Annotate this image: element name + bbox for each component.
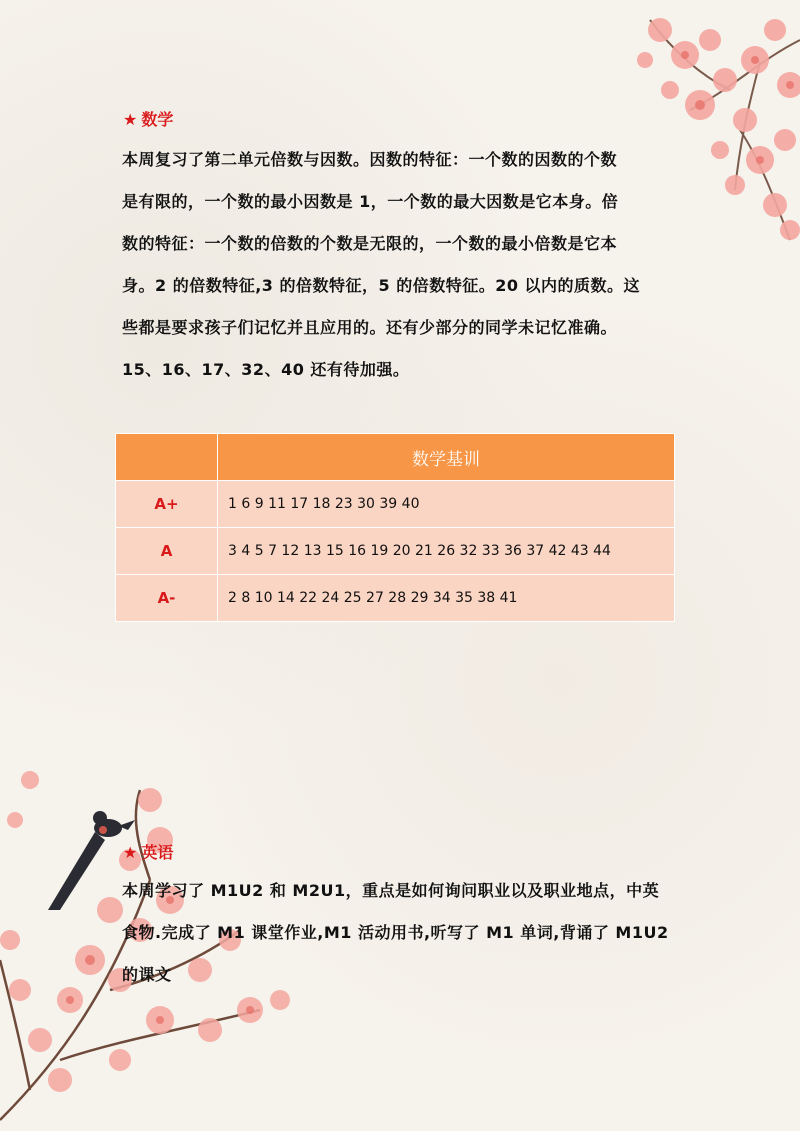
english-paragraph <box>122 870 692 996</box>
english-line: 的课文 <box>122 965 172 984</box>
student-numbers: 3 4 5 7 12 13 15 16 19 20 21 26 32 33 36 37 42 43 44 <box>218 528 675 575</box>
english-section-title: ★ 英语 <box>123 843 174 862</box>
star-icon: ★ <box>123 843 138 862</box>
math-grades-table <box>115 433 675 622</box>
table-header-row <box>116 434 675 481</box>
english-line: 本周学习了 M1U2 和 M2U1，重点是如何询问职业以及职业地点，中英 <box>122 881 660 900</box>
header-empty-cell <box>116 434 218 481</box>
grade-label: A- <box>116 575 218 622</box>
table-row <box>116 481 675 528</box>
math-paragraph <box>122 139 692 391</box>
table-row <box>116 528 675 575</box>
star-icon: ★ <box>123 110 138 129</box>
math-line: 本周复习了第二单元倍数与因数。因数的特征：一个数的因数的个数 <box>122 150 618 169</box>
grade-label: A+ <box>116 481 218 528</box>
english-line: 食物.完成了 M1 课堂作业,M1 活动用书,听写了 M1 单词,背诵了 M1U2 <box>122 923 669 942</box>
math-line: 些都是要求孩子们记忆并且应用的。还有少部分的同学未记忆准确。 <box>122 318 618 337</box>
table-header: 数学基训 <box>218 434 675 481</box>
math-line: 是有限的，一个数的最小因数是 1，一个数的最大因数是它本身。倍 <box>122 192 619 211</box>
math-line: 身。2 的倍数特征,3 的倍数特征，5 的倍数特征。20 以内的质数。这 <box>122 276 641 295</box>
math-line: 数的特征：一个数的倍数的个数是无限的，一个数的最小倍数是它本 <box>122 234 618 253</box>
student-numbers: 1 6 9 11 17 18 23 30 39 40 <box>218 481 675 528</box>
table-row <box>116 575 675 622</box>
math-line: 15、16、17、32、40 还有待加强。 <box>122 360 410 379</box>
grade-label: A <box>116 528 218 575</box>
student-numbers: 2 8 10 14 22 24 25 27 28 29 34 35 38 41 <box>218 575 675 622</box>
math-section-title: ★ 数学 <box>123 110 174 129</box>
